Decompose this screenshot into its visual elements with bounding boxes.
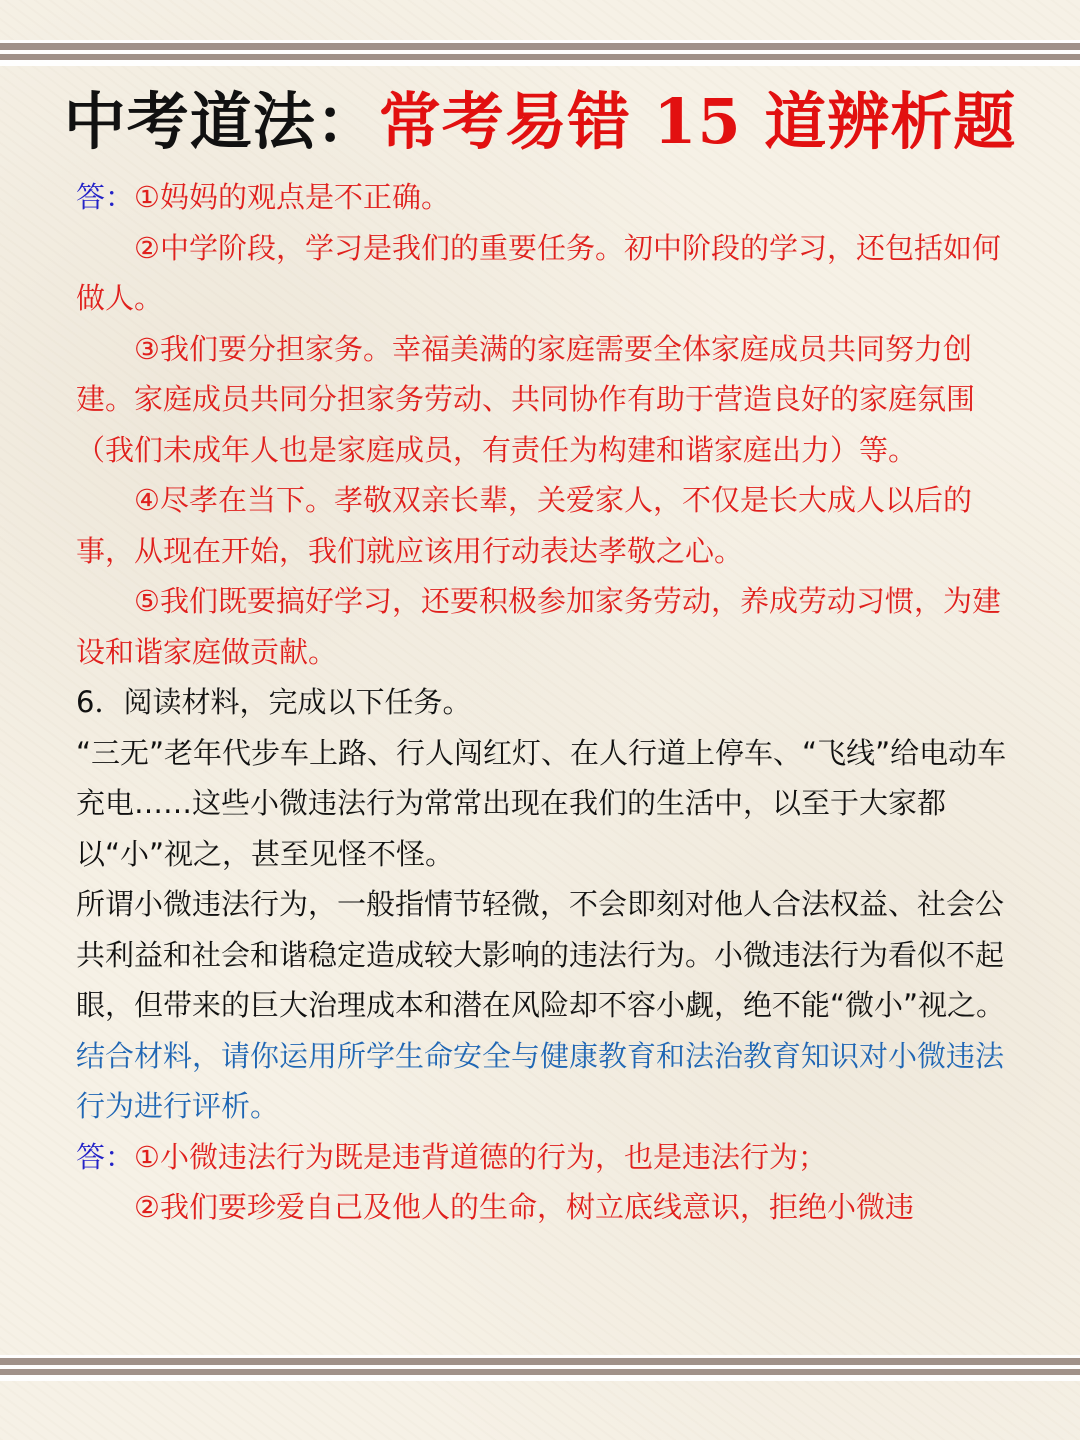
answer-label: 答： (76, 1139, 135, 1174)
question-6-heading: 6．阅读材料，完成以下任务。 (76, 685, 472, 719)
question-6-task: 结合材料，请你运用所学生命安全与健康教育和法治教育知识对小微违法行为进行评析。 (76, 1038, 1005, 1123)
answer-b-item-1: 答：①小微违法行为既是违背道德的行为，也是违法行为； (76, 1139, 828, 1174)
answer-b-item-2: ②我们要珍爱自己及他人的生命，树立底线意识，拒绝小微违 (134, 1190, 914, 1224)
bottom-decorative-band (0, 1355, 1080, 1381)
document-body (76, 172, 1010, 1233)
answer-a-item-4: ④尽孝在当下。孝敬双亲长辈，关爱家人，不仅是长大成人以后的事，从现在开始，我们就应该用行动表达孝敬之心。 (76, 483, 972, 568)
top-decorative-band (0, 40, 1080, 66)
page-title (0, 84, 1080, 160)
answer-label: 答： (76, 180, 135, 214)
question-6-material-2: 所谓小微违法行为，一般指情节轻微，不会即刻对他人合法权益、社会公共利益和社会和谐稳定造成较大影响的违法行为。小微违法行为看似不起眼，但带来的巨大治理成本和潜在风险却不容小觑，绝不能“微小”视之。 (76, 887, 1006, 1022)
question-6-material-1: “三无”老年代步车上路、行人闯红灯、在人行道上停车、“飞线”给电动车充电……这些小微违法行为常常出现在我们的生活中，以至于大家都以“小”视之，甚至见怪不怪。 (76, 735, 1007, 871)
answer-a-item-5: ⑤我们既要搞好学习，还要积极参加家务劳动，养成劳动习惯，为建设和谐家庭做贡献。 (76, 584, 1001, 669)
title-subject: 中考道法： (63, 85, 379, 158)
answer-a-item-1: 答：①妈妈的观点是不正确。 (76, 180, 451, 214)
answer-a-item-2: ②中学阶段，学习是我们的重要任务。初中阶段的学习，还包括如何做人。 (76, 230, 1001, 315)
answer-a-item-3: ③我们要分担家务。幸福美满的家庭需要全体家庭成员共同努力创建。家庭成员共同分担家务劳动、共同协作有助于营造良好的家庭氛围（我们未成年人也是家庭成员，有责任为构建和谐家庭出力）等。 (76, 331, 976, 467)
title-topic: 常考易错 15 道辨析题 (378, 85, 1017, 158)
